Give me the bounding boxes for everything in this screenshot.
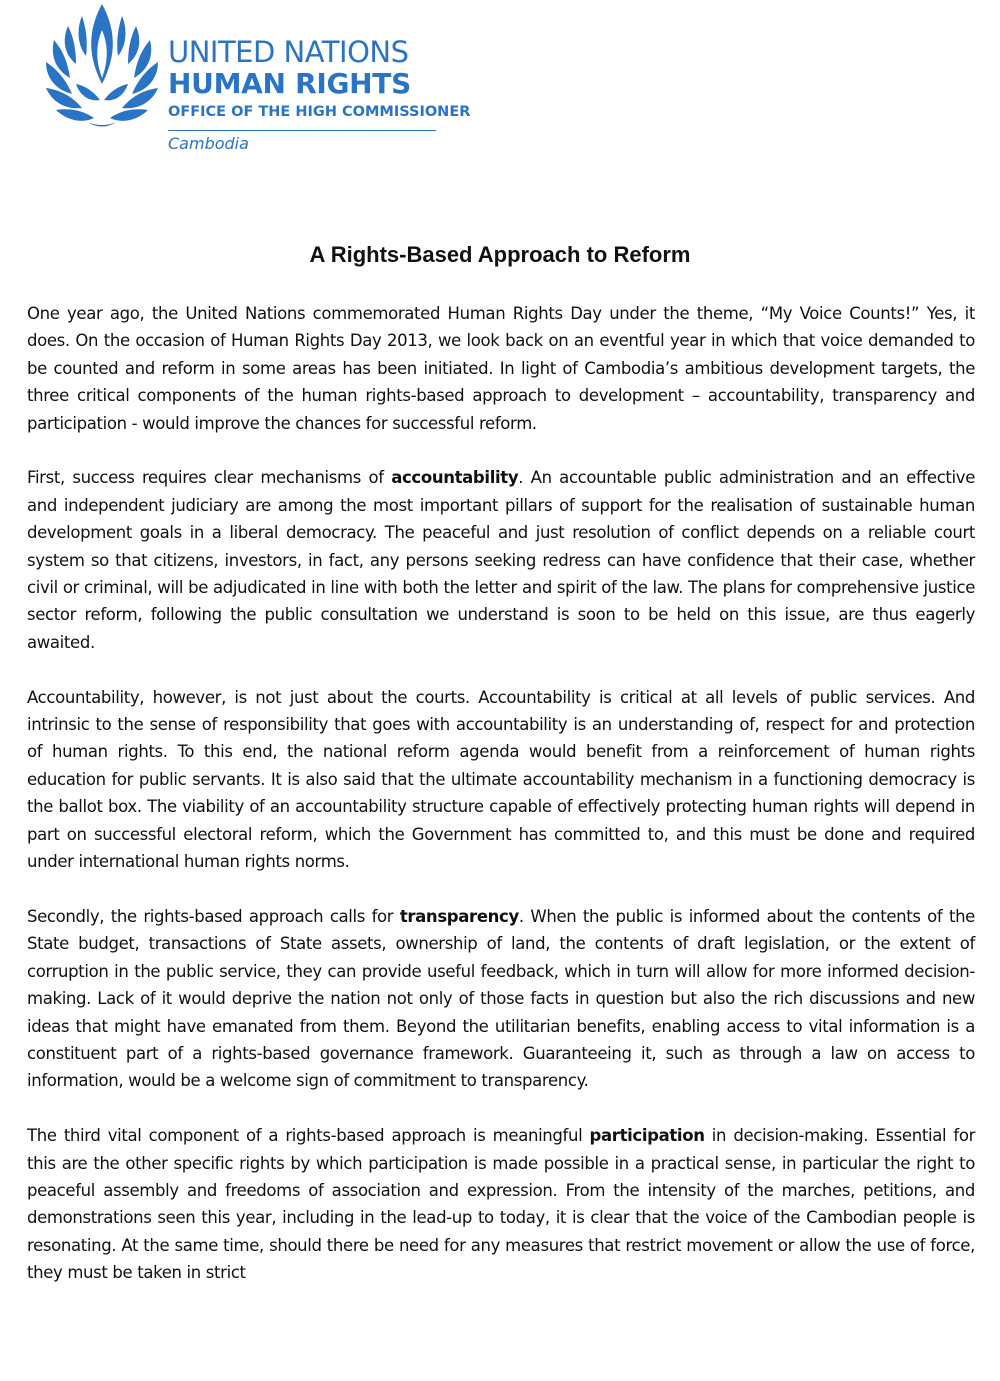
paragraph-intro: One year ago, the United Nations commemorated Human Rights Day under the theme, “My Voice Counts!” Yes, it does. On the occasion of Human Rights Day 2013, we look back on an eventful year in which that voice demanded to be counted and reform in some areas has been initiated. In light of Cambodia’s ambitious development targets, the three critical components of the human rights-based approach to development – accountability, transparency and participation - would improve the chances for successful reform. (27, 304, 975, 433)
paragraph-text: The third vital component of a rights-based approach is meaningful (27, 1126, 590, 1146)
paragraph-accountability-continued: Accountability, however, is not just about the courts. Accountability is critical at all levels of public services. And intrinsic to the sense of responsibility that goes with accountability is an understanding of, respect for and protection of human rights. To this end, the national reform agenda would benefit from a reinforcement of human rights education for public servants. It is also said that the ultimate accountability mechanism in a functioning democracy is the ballot box. The viability of an accountability structure capable of effectively protecting human rights will depend in part on successful electoral reform, which the Government has committed to, and this must be done and required under international human rights norms. (27, 687, 975, 872)
keyword-accountability: accountability (391, 468, 519, 488)
paragraph-text: First, success requires clear mechanisms of (27, 468, 392, 488)
org-name-line2: HUMAN RIGHTS (168, 67, 411, 100)
paragraph-transparency (27, 903, 975, 1095)
paragraph-participation (27, 1122, 975, 1286)
document-title: A Rights-Based Approach to Reform (309, 242, 691, 267)
paragraph-text: . An accountable public administration and an effective and independent judiciary are among the most important pillars of support for the realisation of sustainable human development goals in a liberal democracy. The peaceful and just resolution of conflict depends on a reliable court system so that citizens, investors, in fact, any persons seeking redress can have confidence that their case, whether civil or criminal, will be adjudicated in line with both the letter and spirit of the law. The plans for comprehensive justice sector reform, following the public consultation we understand is soon to be held on this issue, are thus eagerly awaited. (27, 468, 975, 652)
paragraph-accountability (27, 464, 975, 656)
un-emblem-icon (40, 0, 165, 135)
paragraph-text: . When the public is informed about the contents of the State budget, transactions of State assets, ownership of land, the contents of draft legislation, or the extent of corruption in the public service, they can provide useful feedback, which in turn will allow for more informed decision-making. Lack of it would deprive the nation not only of those facts in question but also the rich discussions and new ideas that might have emanated from them. Beyond the utilitarian benefits, enabling access to vital information is a constituent part of a rights-based governance framework. Guaranteeing it, such as through a law on access to information, would be a welcome sign of commitment to transparency. (27, 906, 975, 1091)
org-name-line3: OFFICE OF THE HIGH COMMISSIONER (168, 104, 471, 120)
letterhead-divider (168, 130, 436, 131)
keyword-participation: participation (589, 1126, 705, 1146)
org-name-line1: UNITED NATIONS (168, 35, 409, 69)
organization-name (168, 35, 471, 153)
document-body (27, 300, 975, 1314)
letterhead (40, 0, 471, 180)
paragraph-text: Secondly, the rights-based approach calls for (27, 906, 400, 926)
keyword-transparency: transparency (399, 906, 519, 926)
paragraph-text: in decision-making. Essential for this are the other specific rights by which participation is made possible in a practical sense, in particular the right to peaceful assembly and freedoms of association and expression. From the intensity of the marches, petitions, and demonstrations seen this year, including in the lead-up to today, it is clear that the voice of the Cambodian people is resonating. At the same time, should there be need for any measures that restrict movement or allow the use of force, they must be taken in strict (27, 1126, 975, 1283)
country-office: Cambodia (168, 134, 249, 153)
